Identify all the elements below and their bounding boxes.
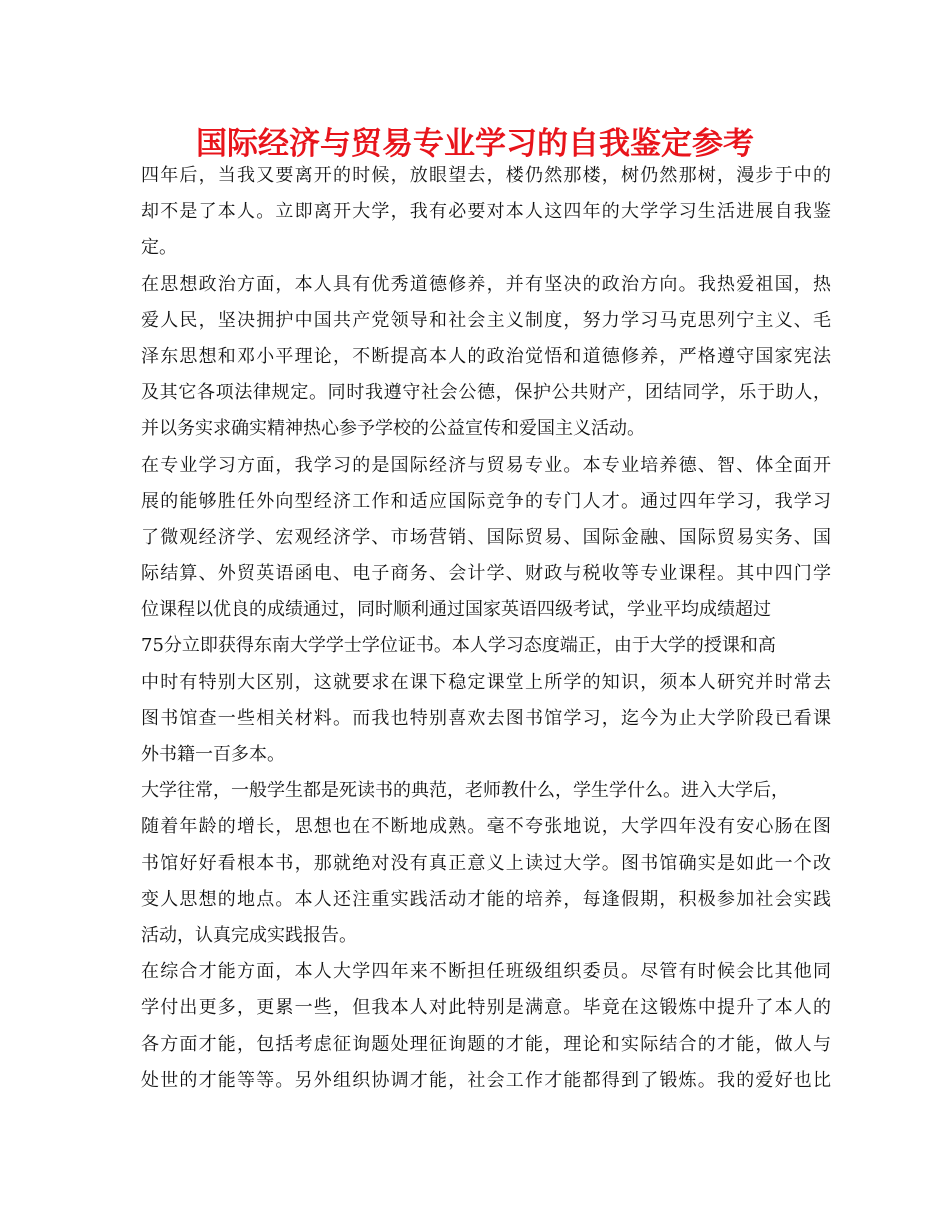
body-line: 四年后，当我又要离开的时候，放眼望去，楼仍然那楼，树仍然那树，漫步于中的 <box>141 165 831 186</box>
body-line: 在综合才能方面，本人大学四年来不断担任班级组织委员。尽管有时候会比其他同 <box>141 961 831 983</box>
body-line: 泽东思想和邓小平理论，不断提高本人的政治觉悟和道德修养，严格遵守国家宪法 <box>141 345 831 367</box>
body-line: 随着年龄的增长，思想也在不断地成熟。毫不夸张地说，大学四年没有安心肠在图 <box>141 816 831 838</box>
body-line: 变人思想的地点。本人还注重实践活动才能的培养，每逢假期，积极参加社会实践 <box>141 888 831 910</box>
body-line: 外书籍一百多本。 <box>141 744 285 765</box>
body-line: 活动，认真完成实践报告。 <box>141 924 357 946</box>
body-line: 展的能够胜任外向型经济工作和适应国际竞争的专门人才。通过四年学习，我学习 <box>141 490 831 512</box>
body-line: 中时有特别大区别，这就要求在课下稳定课堂上所学的知识，须本人研究并时常去 <box>141 671 831 693</box>
document-body <box>141 158 831 1099</box>
body-line: 定。 <box>141 237 177 259</box>
body-line: 书馆好好看根本书，那就绝对没有真正意义上读过大学。图书馆确实是如此一个改 <box>141 852 831 874</box>
body-line: 图书馆查一些相关材料。而我也特别喜欢去图书馆学习，迄今为止大学阶段已看课 <box>141 707 831 729</box>
body-line: 学付出更多，更累一些，但我本人对此特别是满意。毕竟在这锻炼中提升了本人的 <box>141 997 831 1019</box>
body-line: 并以务实求确实精神热心参予学校的公益宣传和爱国主义活动。 <box>141 418 645 440</box>
document-title: 国际经济与贸易专业学习的自我鉴定参考 <box>196 126 754 162</box>
body-line: 却不是了本人。立即离开大学，我有必要对本人这四年的大学学习生活进展自我鉴 <box>141 201 831 223</box>
body-line: 大学往常，一般学生都是死读书的典范，老师教什么，学生学什么。进入大学后， <box>141 780 789 802</box>
body-line: 75分立即获得东南大学学士学位证书。本人学习态度端正，由于大学的授课和高 <box>141 635 776 657</box>
body-line: 位课程以优良的成绩通过，同时顺利通过国家英语四级考试，学业平均成绩超过 <box>141 599 771 621</box>
body-line: 际结算、外贸英语函电、电子商务、会计学、财政与税收等专业课程。其中四门学 <box>141 563 831 585</box>
body-line: 了微观经济学、宏观经济学、市场营销、国际贸易、国际金融、国际贸易实务、国 <box>141 526 831 548</box>
body-line: 爱人民，坚决拥护中国共产党领导和社会主义制度，努力学习马克思列宁主义、毛 <box>141 309 831 331</box>
body-line: 处世的才能等等。另外组织协调才能，社会工作才能都得到了锻炼。我的爱好也比 <box>141 1069 831 1091</box>
body-line: 各方面才能，包括考虑征询题处理征询题的才能，理论和实际结合的才能，做人与 <box>141 1033 831 1055</box>
body-line: 在专业学习方面，我学习的是国际经济与贸易专业。本专业培养德、智、体全面开 <box>141 454 831 476</box>
body-line: 及其它各项法律规定。同时我遵守社会公德，保护公共财产，团结同学，乐于助人， <box>141 382 831 404</box>
body-line: 在思想政治方面，本人具有优秀道德修养，并有坚决的政治方向。我热爱祖国，热 <box>141 273 831 295</box>
